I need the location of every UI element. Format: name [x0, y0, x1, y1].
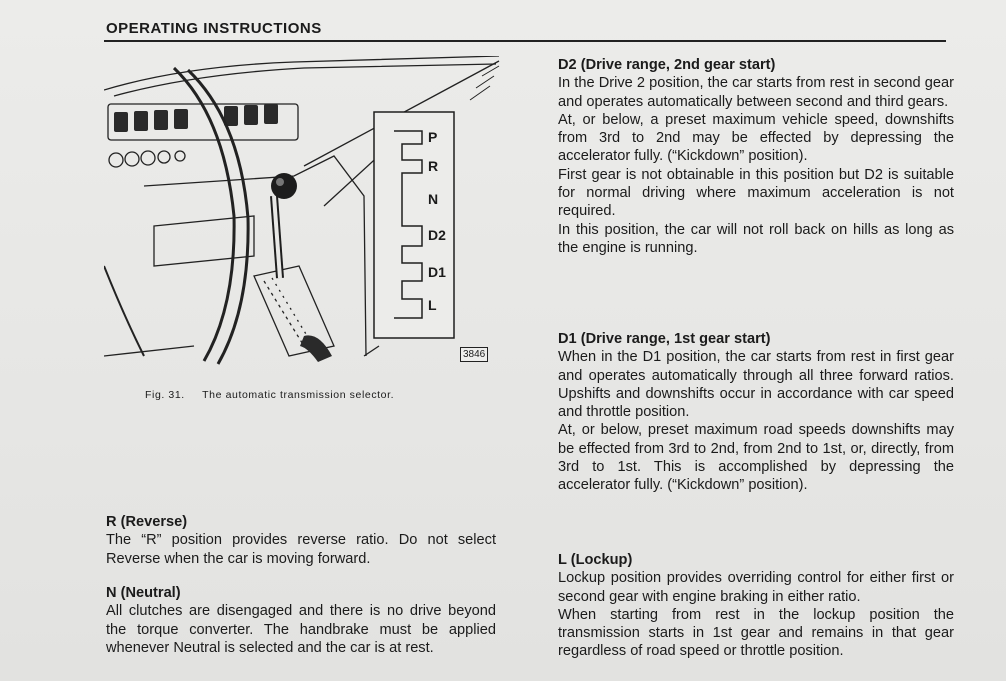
section-paragraph: The “R” position provides reverse ratio. Do not select Reverse when the car is moving forward. [106, 532, 496, 567]
section-paragraph: In this position, the car will not roll back on hills as long as the engine is running. [558, 221, 954, 256]
gate-label-n: N [428, 191, 439, 207]
section-paragraph: At, or below, a preset maximum vehicle speed, downshifts from 3rd to 2nd may be effected by depressing the accelerator fully. (“Kickdown” position). [558, 111, 954, 165]
section-paragraph: When starting from rest in the lockup position the transmission starts in 1st gear and remains in that gear regardless of road speed or throttle position. [558, 606, 954, 660]
section-d1 [558, 330, 954, 495]
section-paragraph: In the Drive 2 position, the car starts from rest in second gear and operates automatically between second and third gears. [558, 75, 954, 110]
gate-label-d2: D2 [428, 227, 446, 243]
section-reverse [106, 513, 496, 568]
section-paragraph: At, or below, preset maximum road speeds downshifts may be effected from 3rd to 2nd, from 2nd to 1st, or, directly, from 3rd to 1st. This is accomplished by depressing the accelerator fully. (“Kickdown” position). [558, 422, 954, 494]
section-heading: D2 (Drive range, 2nd gear start) [558, 57, 776, 73]
gate-label-p: P [428, 129, 438, 145]
figure-reference-number: 3846 [460, 347, 488, 362]
gate-label-r: R [428, 158, 439, 174]
figure-caption [145, 389, 394, 401]
figure-caption-text: The automatic transmission selector. [202, 389, 395, 401]
gate-label-d1: D1 [428, 264, 446, 280]
section-paragraph: Lockup position provides overriding control for either first or second gear with engine braking in either ratio. [558, 570, 954, 605]
section-paragraph: First gear is not obtainable in this position but D2 is suitable for normal driving where maximum acceleration is not required. [558, 166, 954, 220]
section-neutral [106, 584, 496, 657]
section-lockup [558, 551, 954, 661]
section-d2 [558, 56, 954, 257]
section-heading: R (Reverse) [106, 514, 188, 530]
section-paragraph: When in the D1 position, the car starts from rest in first gear and operates automatically through all three forward ratios. Upshifts and downshifts occur in accordance with car speed and throttle position. [558, 349, 954, 421]
header-rule [104, 40, 946, 42]
section-heading: L (Lockup) [558, 552, 633, 568]
section-paragraph: All clutches are disengaged and there is no drive beyond the torque converter. The handbrake must be applied whenever Neutral is selected and the car is at rest. [106, 603, 496, 656]
section-heading: N (Neutral) [106, 585, 181, 601]
figure-caption-number: Fig. 31. [145, 389, 185, 401]
gate-label-l: L [428, 297, 437, 313]
page-header: OPERATING INSTRUCTIONS [106, 20, 322, 37]
transmission-selector-illustration [104, 56, 506, 366]
section-heading: D1 (Drive range, 1st gear start) [558, 331, 771, 347]
